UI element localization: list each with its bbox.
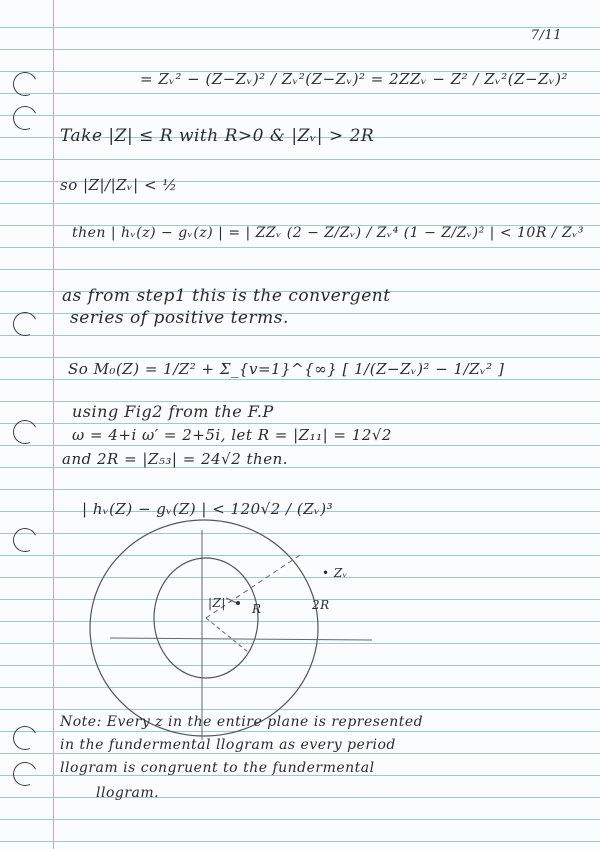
radius-r-line [206,618,248,652]
equation-line-m0: So M₀(Z) = 1/Z² + Σ_{v=1}^{∞} [ 1/(Z−Zᵥ)² − 1/Zᵥ² ] [68,360,505,378]
x-axis [110,638,372,640]
note-line-1: Note: Every z in the entire plane is represented [60,714,424,730]
text-line-fig2: using Fig2 from the F.P [72,402,274,421]
r-label: R [252,602,262,616]
two-r-label: 2R [312,598,330,612]
text-line-take: Take |Z| ≤ R with R>0 & |Zᵥ| > 2R [60,126,375,146]
z-vector-line [226,598,237,603]
text-line-omega: ω = 4+i ω′ = 2+5i, let R = |Z₁₁| = 12√2 [72,426,392,444]
text-line-2r: and 2R = |Z₅₃| = 24√2 then. [62,450,289,468]
text-line-so: so |Z|/|Zᵥ| < ½ [60,176,178,194]
note-line-3: llogram is congruent to the fundermental [60,760,375,776]
note-line-4: llogram. [96,785,160,801]
page-number: 7/11 [530,28,562,43]
text-line-step1: as from step1 this is the convergent [62,286,391,306]
text-line-series: series of positive terms. [70,308,289,328]
outer-circle [90,520,318,736]
equation-line-bound: | hᵥ(Z) − gᵥ(Z) | < 120√2 / (Zᵥ)³ [82,500,334,518]
equation-line-then: then | hᵥ(z) − gᵥ(z) | = | ZZᵥ (2 − Z/Zᵥ) / Zᵥ⁴ (1 − Z/Zᵥ)² | < 10R / Zᵥ³ [72,225,585,241]
z-magnitude-label: |Z| [208,596,226,610]
equation-line-1: = Zᵥ² − (Z−Zᵥ)² / Zᵥ²(Z−Zᵥ)² = 2ZZᵥ − Z² / Zᵥ²(Z−Zᵥ)² [140,70,568,88]
z-point [236,601,240,605]
zv-point-label: • Zᵥ [322,566,348,580]
note-line-2: in the fundermental llogram as every period [60,737,396,753]
